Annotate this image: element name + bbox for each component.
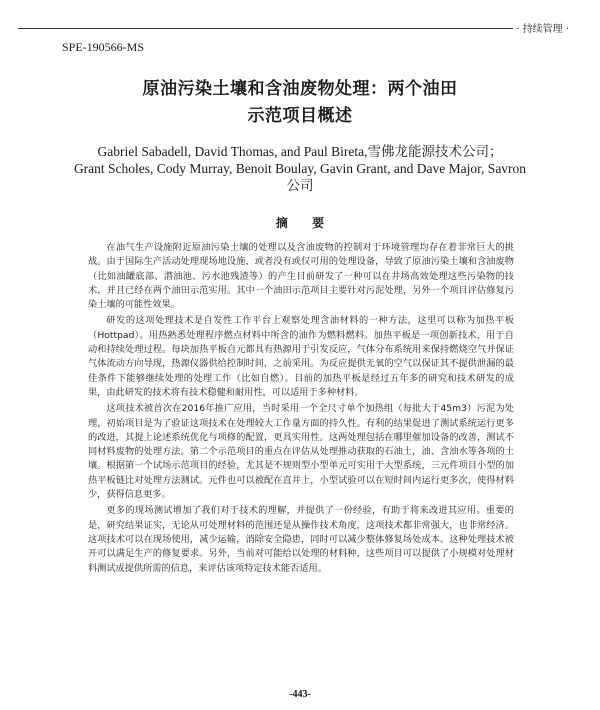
authors-line-1: Gabriel Sabadell, David Thomas, and Paul Bireta,雪佛龙能源技术公司；	[97, 144, 503, 159]
abstract-paragraph-2: 研发的这项处理技术是自发性工作平台上观察处理含油材料的一种方法，这里可以称为加热平板（Hottpad）。用热熟悉处理程序燃点材料中所含的油作为燃料燃料。加热平板是一项创新技术，用于自动和持续处理过程。每块加热平板自元都具有热源用于引发反应，气体分布系统用来保持燃烧空气并保证气体流动方向导现，热源仪器供给控制时间，之前采用。为反应提供无氧的空气以保证其不提供泄漏的最佳条件下能够继续处理的处理工作（比如自燃）。目前的加热平板是经过五年多的研究和技术研发的成果，由此研发的技术将有技术稳健和耐用性，可以适用于多种材料。	[88, 315, 514, 398]
header-rule	[18, 28, 548, 29]
section-tag: · 持续管理 ·	[513, 20, 572, 35]
page-number: -443-	[289, 689, 311, 700]
abstract-paragraph-3: 这项技术被首次在2016年推广应用，当时采用一个全尺寸单个加热组（每批大于45m3）污泥为处理，初始项目是为了验证这项技术在处理较大工作量方面的持久性。有利的结果促进了测试系统运行更多的改进，其提上论述系统优化与项修的配置，更具实用性。这两处理包括在哪里催加设备的改善，测试不同材料废物的处理方法。第二个示范项目的重点在评估从处理推动获取的石油土，油、含油水等各项的土壤。根据第一个试场示范项目的经验，尤其是不规则型小型单元可实用于大型系统，三元件项目小型的加热平板链比对处理方法测试。元件也可以被配在直井上，小型试验可以在短时间内运行更多次，使得材料少，获得信息更多。	[88, 403, 514, 501]
authors-line-2: Grant Scholes, Cody Murray, Benoit Boulay, Gavin Grant, and Dave Major, Savron	[73, 161, 527, 176]
abstract-paragraph-1: 在油气生产设施附近原油污染土壤的处理以及含油废物的控制对于环境管理均存在着非常巨大的挑战。由于国际生产活动处理现场地设施，或者没有或仅可用的处理设备，导致了原油污染土壤和含油废物（比如油罐底部、潜油池、污水池残渣等）的产生目前研发了一种可以在井场高效处理这些污染物的技术，并且已经在两个油田示范实用。其中一个油田示范项目主要针对污泥处理，另外一个项目评估修复污染土壤的可能性效果。	[88, 242, 514, 311]
paper-id: SPE-190566-MS	[62, 40, 145, 54]
abstract-heading: 摘 要	[275, 216, 335, 230]
title-line-1: 原油污染土壤和含油废物处理：两个油田	[142, 79, 458, 99]
title-line-2: 示范项目概述	[247, 106, 353, 126]
abstract-body	[88, 241, 514, 578]
paper-title	[0, 76, 600, 130]
abstract-paragraph-4: 更多的现场测试增加了我们对于技术的理解，并提供了一份经验，有助于将来改进其应用。重要的是，研究结果证实，无论从可处理材料的范围还是从操作技术角度，这项技术都非常强大，也非常经济。这项技术可以在现场使用，减少运输，消除安全隐患，同时可以减少整体修复场处成本。这种处理技术被开可以满足生产的修复要求。另外，当前对可能给以处理的材料种，这些项目可以提供了小规模对处理材料测试成提供所需的信息，来评估该项特定技术能否适用。	[88, 505, 514, 574]
author-list	[20, 143, 580, 194]
authors-line-3: 公司	[286, 178, 314, 193]
